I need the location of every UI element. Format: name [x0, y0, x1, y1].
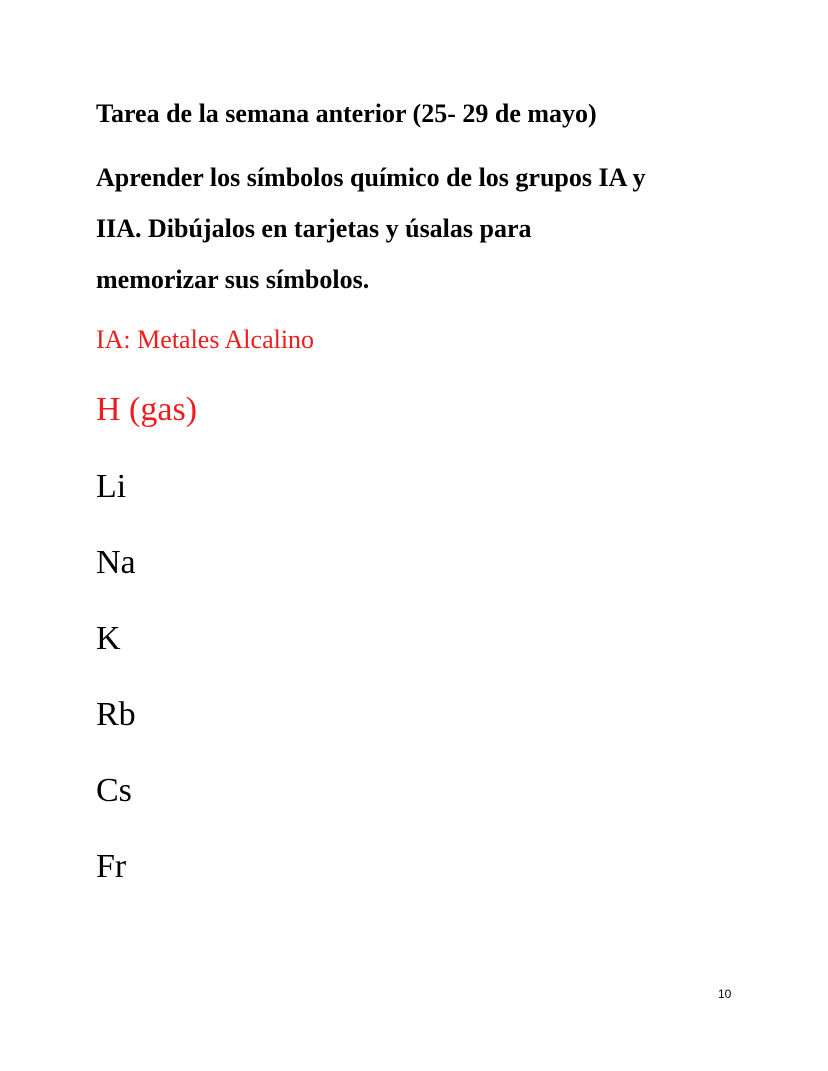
instruction-line: IIA. Dibújalos en tarjetas y úsalas para — [96, 214, 532, 243]
page-number: 10 — [718, 987, 732, 1001]
element-symbol: Na — [96, 544, 136, 581]
group-title: IA: Metales Alcalino — [96, 325, 315, 354]
instruction-line: memorizar sus símbolos. — [96, 265, 370, 294]
task-title: Tarea de la semana anterior (25- 29 de mayo) — [96, 99, 597, 128]
element-symbol-hydrogen: H (gas) — [96, 391, 198, 428]
element-symbol: Cs — [96, 772, 132, 809]
instruction-line: Aprender los símbolos químico de los grupos IA y — [96, 163, 646, 192]
element-symbol: Rb — [96, 696, 136, 733]
element-symbol: Li — [96, 468, 127, 505]
element-symbol: K — [96, 620, 121, 657]
element-symbol: Fr — [96, 848, 127, 885]
